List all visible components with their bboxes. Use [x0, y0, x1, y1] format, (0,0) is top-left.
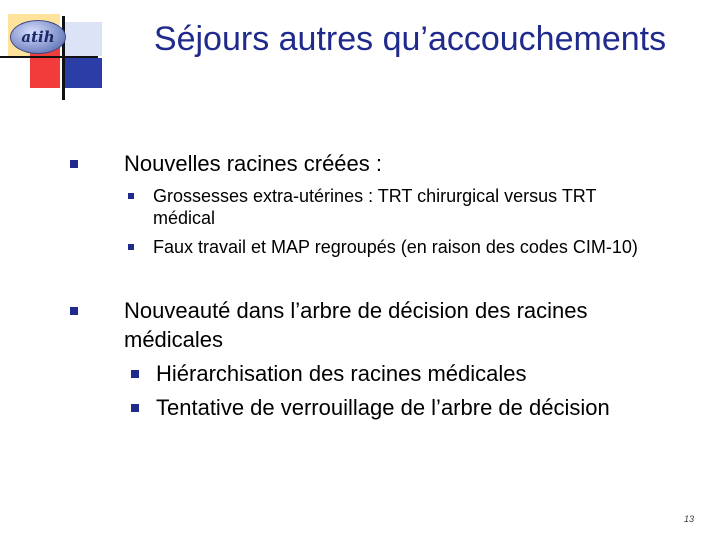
- bullet-text: Nouvelles racines créées :: [124, 151, 383, 176]
- page-number: 13: [683, 514, 694, 524]
- bullet-marker: [70, 307, 78, 315]
- sub-bullet-text: Hiérarchisation des racines médicales: [156, 361, 527, 386]
- logo-text: atih: [21, 28, 55, 46]
- bullet-text: Nouveauté dans l’arbre de décision des racines: [124, 298, 588, 323]
- logo-blue-square: [62, 58, 102, 88]
- bullet-text-continued: médicales: [124, 327, 224, 352]
- sub-bullet-text: Faux travail et MAP regroupés (en raison des codes CIM-10): [153, 237, 638, 257]
- bullet-marker: [70, 160, 78, 168]
- sub-bullet-marker: [131, 404, 139, 412]
- atih-logo-badge: [10, 20, 66, 54]
- logo-horizontal-line: [0, 56, 98, 58]
- sub-bullet-text: Grossesses extra-utérines : TRT chirurgical versus TRT: [153, 186, 597, 206]
- sub-bullet-marker: [131, 370, 139, 378]
- logo: [0, 0, 110, 100]
- sub-bullet-text-continued: médical: [153, 208, 216, 228]
- slide-title: Séjours autres qu’accouchements: [153, 20, 667, 58]
- sub-bullet-marker: [128, 193, 134, 199]
- logo-light-blue-square: [62, 22, 102, 56]
- sub-bullet-text: Tentative de verrouillage de l’arbre de décision: [156, 395, 610, 420]
- sub-bullet-marker: [128, 244, 134, 250]
